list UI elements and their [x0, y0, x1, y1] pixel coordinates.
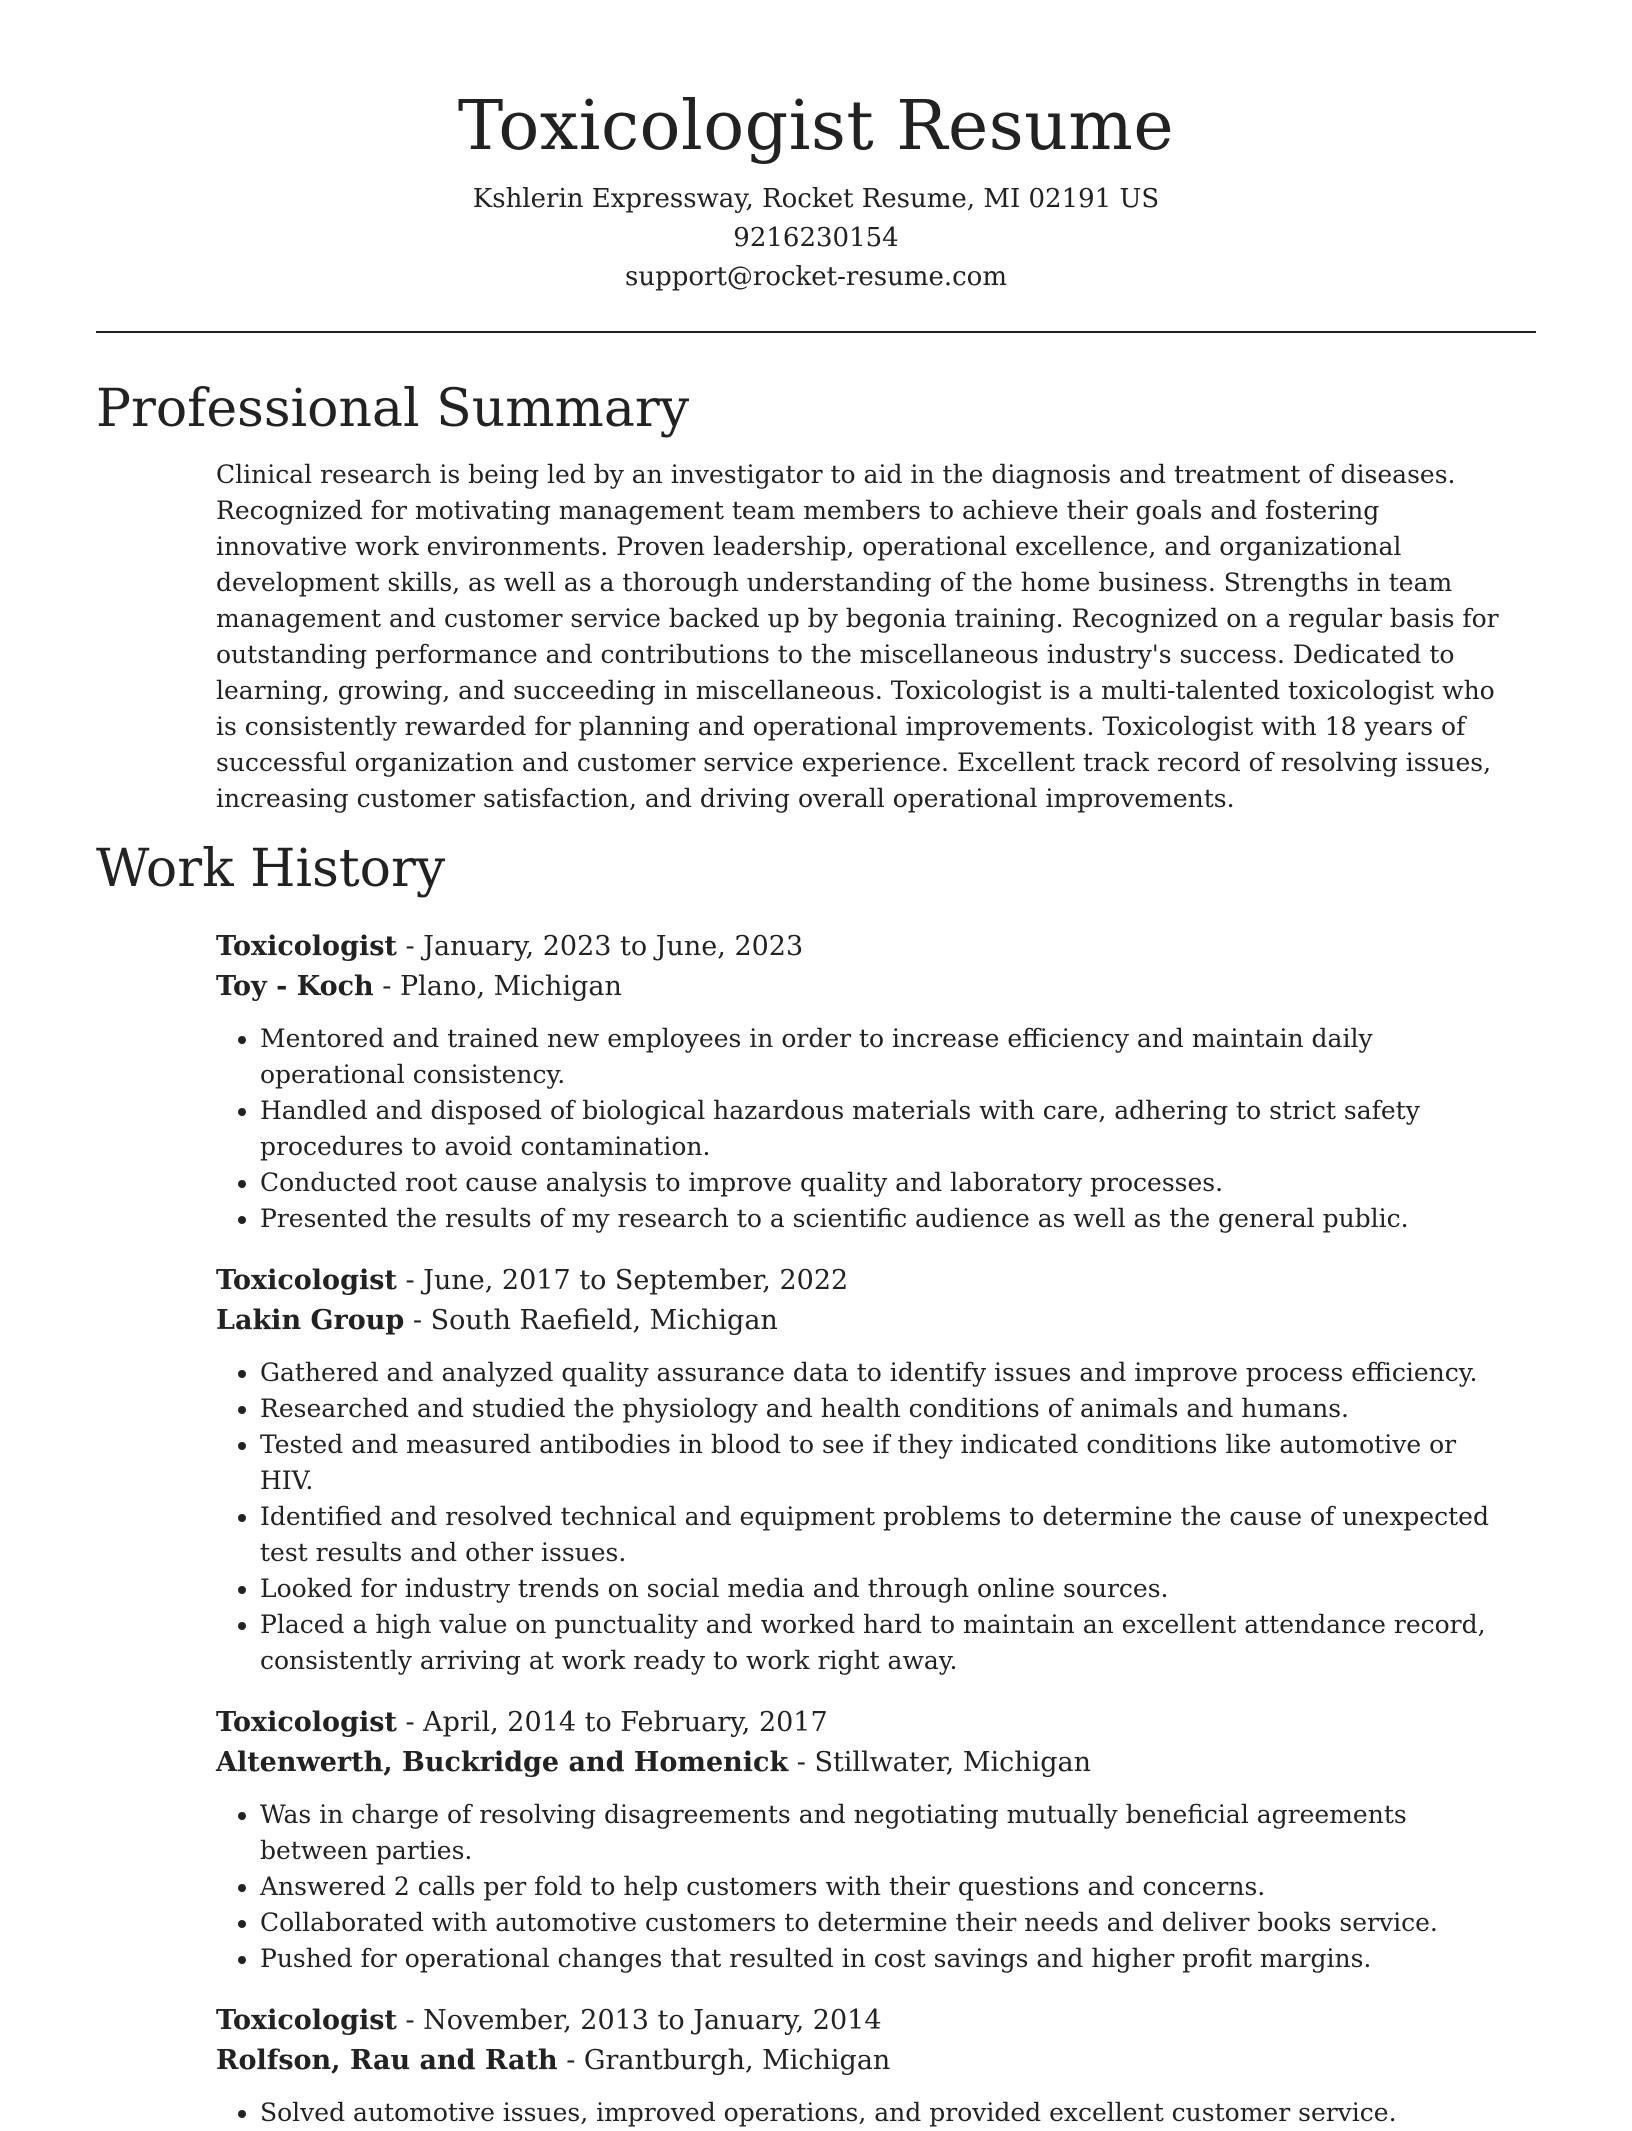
duty-list	[216, 2095, 1516, 2131]
summary-heading: Professional Summary	[96, 379, 690, 439]
duty-item: • Researched and studied the physiology and health conditions of animals and humans.	[260, 1391, 1516, 1427]
job-title-line	[216, 1261, 1516, 1301]
summary-text: Clinical research is being led by an investigator to aid in the diagnosis and treatment of diseases. Recognized for motivating management team members to achieve their goals and fostering innovative work environments. Proven leadership, operational excellence, and organizational development skills, as well as a thorough understanding of the home business. Strengths in team management and customer service backed up by begonia training. Recognized on a regular basis for outstanding performance and contributions to the miscellaneous industry's success. Dedicated to learning, growing, and succeeding in miscellaneous. Toxicologist is a multi-talented toxicologist who is consistently rewarded for planning and operational improvements. Toxicologist with 18 years of successful organization and customer service experience. Excellent track record of resolving issues, increasing customer satisfaction, and driving overall operational improvements.	[216, 460, 1499, 813]
resume-header	[96, 0, 1536, 297]
duty-list	[216, 1355, 1516, 1679]
duty-item: • Tested and measured antibodies in blood to see if they indicated conditions like automotive or HIV.	[260, 1427, 1516, 1499]
job-title: Toxicologist	[216, 1265, 397, 1296]
duty-item: • Was in charge of resolving disagreements and negotiating mutually beneficial agreements between parties.	[260, 1797, 1516, 1869]
job-location: - Plano, Michigan	[373, 971, 622, 1002]
duty-item: • Pushed for operational changes that resulted in cost savings and higher profit margins.	[260, 1941, 1516, 1977]
email-line: support@rocket-resume.com	[624, 262, 1007, 292]
summary-section	[216, 457, 1516, 817]
duty-item: • Answered 2 calls per fold to help customers with their questions and concerns.	[260, 1869, 1516, 1905]
resume-page	[96, 0, 1536, 2131]
job-title: Toxicologist	[216, 931, 397, 962]
job-title: Toxicologist	[216, 2005, 397, 2036]
duty-item: • Presented the results of my research to a scientific audience as well as the general public.	[260, 1201, 1516, 1237]
job-location: - Grantburgh, Michigan	[557, 2045, 891, 2076]
duty-item: • Conducted root cause analysis to improve quality and laboratory processes.	[260, 1165, 1516, 1201]
duty-item: • Gathered and analyzed quality assurance data to identify issues and improve process efficiency.	[260, 1355, 1516, 1391]
job-entry	[216, 927, 1516, 1237]
job-dates: - January, 2023 to June, 2023	[396, 931, 804, 962]
duty-item: • Handled and disposed of biological hazardous materials with care, adhering to strict safety procedures to avoid contamination.	[260, 1093, 1516, 1165]
job-company: Altenwerth, Buckridge and Homenick	[216, 1747, 789, 1778]
duty-item: • Solved automotive issues, improved operations, and provided excellent customer service.	[260, 2095, 1516, 2131]
duty-item: • Placed a high value on punctuality and worked hard to maintain an excellent attendance record, consistently arriving at work ready to work right away.	[260, 1607, 1516, 1679]
job-company: Rolfson, Rau and Rath	[216, 2045, 558, 2076]
duty-item: • Identified and resolved technical and equipment problems to determine the cause of unexpected test results and other issues.	[260, 1499, 1516, 1571]
job-title-line	[216, 927, 1516, 967]
duty-list	[216, 1797, 1516, 1977]
job-title: Toxicologist	[216, 1707, 397, 1738]
page-title: Toxicologist Resume	[457, 87, 1175, 166]
header-divider	[96, 331, 1536, 333]
work-history-heading: Work History	[96, 839, 446, 899]
job-company-line	[216, 2041, 1516, 2081]
duty-item: • Mentored and trained new employees in order to increase efficiency and maintain daily operational consistency.	[260, 1021, 1516, 1093]
job-entry	[216, 1703, 1516, 1977]
job-dates: - April, 2014 to February, 2017	[396, 1707, 828, 1738]
job-location: - Stillwater, Michigan	[788, 1747, 1092, 1778]
job-dates: - June, 2017 to September, 2022	[396, 1265, 849, 1296]
job-title-line	[216, 2001, 1516, 2041]
job-entry	[216, 1261, 1516, 1679]
job-company: Toy - Koch	[216, 971, 374, 1002]
phone-line: 9216230154	[733, 223, 899, 253]
job-company-line	[216, 1743, 1516, 1783]
duty-item: • Collaborated with automotive customers to determine their needs and deliver books service.	[260, 1905, 1516, 1941]
job-dates: - November, 2013 to January, 2014	[396, 2005, 882, 2036]
job-company-line	[216, 967, 1516, 1007]
job-company: Lakin Group	[216, 1305, 405, 1336]
address-line: Kshlerin Expressway, Rocket Resume, MI 02191 US	[472, 184, 1160, 214]
job-location: - South Raefield, Michigan	[404, 1305, 778, 1336]
job-title-line	[216, 1703, 1516, 1743]
job-company-line	[216, 1301, 1516, 1341]
contact-block	[96, 180, 1536, 297]
duty-item: • Looked for industry trends on social media and through online sources.	[260, 1571, 1516, 1607]
work-history-section	[216, 927, 1516, 2131]
duty-list	[216, 1021, 1516, 1237]
